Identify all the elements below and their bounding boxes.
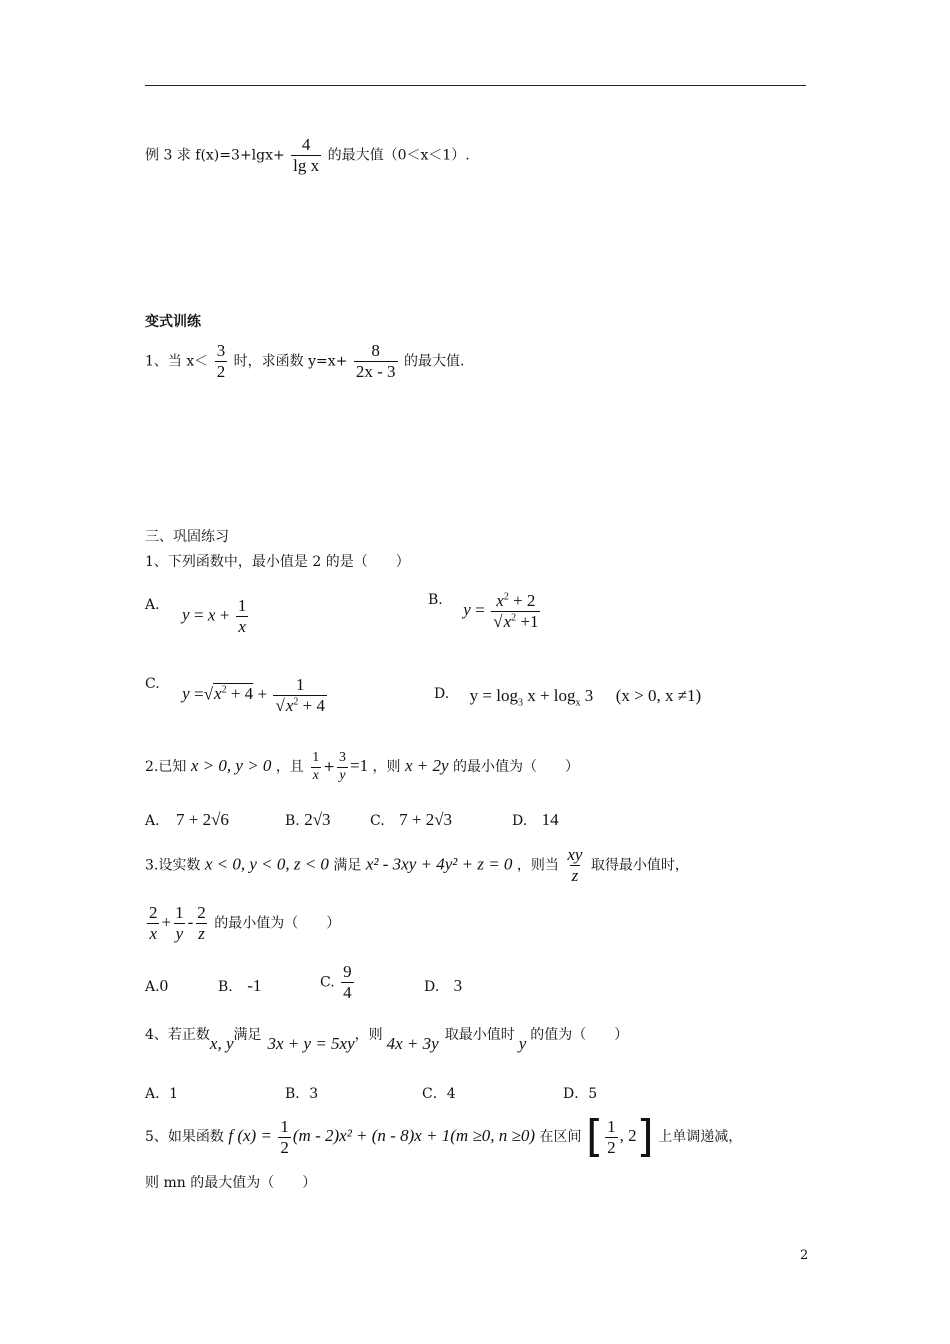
q1-option-a: A. y = x + $\frac{1}{x}$: [145, 596, 247, 636]
q4-option-c: C．4: [422, 1086, 456, 1102]
example-3-suffix: 的最大值（0＜x＜1）.: [327, 147, 470, 164]
q1-option-b: B. y = $\frac{x^2 + 2}{√x^2 +1}$: [428, 591, 539, 631]
section-3-heading: 三、巩固练习: [145, 529, 229, 545]
page-number: 2: [800, 1248, 809, 1263]
variant-fraction-8: $\frac{8}{2x - 3}$: [355, 341, 396, 381]
fraction-b: $\frac{x^2 + 2}{√x^2 +1}$: [493, 591, 539, 631]
variant-fraction-3-2: $\frac{3}{2}$: [216, 341, 226, 381]
q2-option-c: C. 7 + 2√3: [370, 810, 453, 829]
q2-option-b: B. 2√3: [285, 810, 331, 829]
q4-option-d: D．5: [563, 1086, 598, 1102]
fraction-c: $\frac{1}{√x^2 + 4}$: [275, 675, 325, 715]
q4-option-b: B．3: [285, 1086, 319, 1102]
header-rule: [145, 85, 806, 86]
q1-option-d: D. $y = \log_3 x + \log_x 3$ (x > 0, x ≠1): [434, 686, 702, 709]
question-5: 5、如果函数 f (x) = $\frac{1}{2}$ (m - 2)x² + (n - 8)x + 1(m ≥0, n ≥0) 在区间 [ $\frac{1}{2}$ , 2] 上单调递减，: [145, 1111, 743, 1162]
question-5-line-2: 则 mn 的最大值为（ ）: [145, 1175, 317, 1191]
q2-options: A. 7 + 2√6: [145, 810, 229, 829]
variant-heading: 变式训练: [145, 314, 201, 330]
example-3-prefix: 例 3 求 f(x)=3+lgx+: [145, 147, 285, 164]
variant-question-1: 1、当 x＜ $\frac{3}{2}$ 时，求函数 y=x+ $\frac{8}{2x - 3}$ 的最大值.: [145, 341, 465, 381]
q3-option-a: A.0: [145, 976, 169, 995]
question-4: 4、若正数x, y满足 3x + y = 5xy，则 4x + 3y 取最小值时 y 的值为（ ）: [145, 1027, 629, 1053]
q3-option-b: B. -1: [218, 976, 262, 995]
example-3-fraction: $\frac{4}{\text{lg x}}$: [293, 135, 320, 175]
q1-option-c: C. $y =√x^2 + 4$ + $\frac{1}{√x^2 + 4}$: [145, 675, 325, 715]
question-3-line-2: $\frac{2}{x}$ + $\frac{1}{y}$ - $\frac{2}{z}$ 的最小值为（ ）: [149, 903, 341, 943]
q3-option-d: D. 3: [424, 976, 463, 995]
q4-option-a: A．1: [145, 1086, 179, 1102]
question-1-stem: 1、下列函数中，最小值是 2 的是（ ）: [145, 554, 410, 570]
q2-option-d: D. 14: [512, 810, 559, 829]
fraction-1-over-x: $\frac{1}{x}$: [237, 596, 247, 636]
question-3: 3.设实数 x < 0, y < 0, z < 0 满足 x² - 3xy + 4y² + z = 0 ，则当 $\frac{xy}{z}$ 取得最小值时，: [145, 845, 689, 885]
example-3: [145, 136, 470, 175]
q3-option-c: C. $\frac{9}{4}$: [320, 962, 352, 1002]
question-2: 2.已知 x > 0, y > 0 ，且 $\frac{1}{x}$ + $\frac{3}{y}$ =1 ，则 x + 2y 的最小值为（ ）: [145, 750, 580, 783]
